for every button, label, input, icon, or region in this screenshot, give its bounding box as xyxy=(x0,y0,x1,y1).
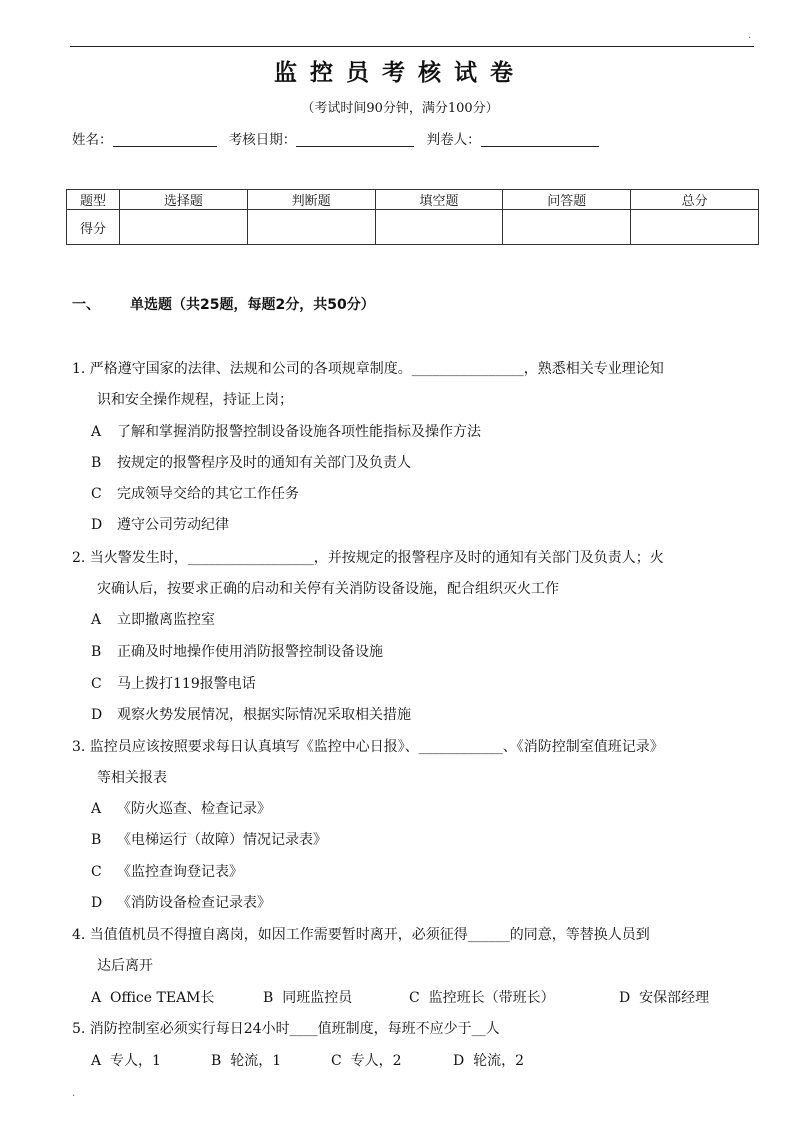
info-line xyxy=(72,128,607,148)
header-cell-fill: 填空题 xyxy=(375,190,503,210)
score-cell-total[interactable] xyxy=(631,210,759,245)
date-label: 考核日期： xyxy=(228,132,297,148)
question-1-option-a[interactable]: A 了解和掌握消防报警控制设备设施各项性能指标及操作方法 xyxy=(91,424,481,440)
question-4-option-a[interactable]: A Office TEAM长 xyxy=(91,990,215,1006)
question-5-option-b[interactable]: B 轮流，1 xyxy=(211,1053,282,1069)
question-4-option-d[interactable]: D 安保部经理 xyxy=(619,990,710,1006)
question-2-line-2: 灾确认后，按要求正确的启动和关停有关消防设备设施，配合组织灭火工作 xyxy=(97,581,559,597)
exam-subtitle: （考试时间90分钟，满分100分） xyxy=(301,101,499,116)
question-4-option-c[interactable]: C 监控班长（带班长） xyxy=(409,990,555,1006)
grader-field[interactable] xyxy=(481,132,599,147)
header-cell-total: 总分 xyxy=(631,190,759,210)
date-field[interactable] xyxy=(296,132,414,147)
question-1-option-c[interactable]: C 完成领导交给的其它工作任务 xyxy=(91,486,299,502)
question-4-options xyxy=(91,987,709,1007)
name-field[interactable] xyxy=(113,132,217,147)
corner-dot-top: . xyxy=(748,30,752,41)
header-cell-type: 题型 xyxy=(67,190,120,210)
question-3-line-2: 等相关报表 xyxy=(97,770,167,786)
score-cell-fill[interactable] xyxy=(375,210,503,245)
question-5-line-1: 5. 消防控制室必须实行每日24小时____值班制度，每班不应少于__人 xyxy=(72,1021,500,1037)
question-3-option-d[interactable]: D 《消防设备检查记录表》 xyxy=(91,895,271,911)
section-heading xyxy=(72,294,375,314)
section-number: 一、 xyxy=(72,297,100,313)
question-3-option-b[interactable]: B 《电梯运行（故障）情况记录表》 xyxy=(91,832,327,848)
name-label: 姓名： xyxy=(72,132,113,148)
corner-dot-bottom: . xyxy=(72,1088,76,1099)
header-cell-qa: 问答题 xyxy=(503,190,631,210)
header-cell-choice: 选择题 xyxy=(119,190,247,210)
score-cell-qa[interactable] xyxy=(503,210,631,245)
question-2-option-a[interactable]: A 立即撤离监控室 xyxy=(91,612,215,628)
question-1-line-2: 识和安全操作规程，持证上岗； xyxy=(97,392,293,408)
score-cell-choice[interactable] xyxy=(119,210,247,245)
question-3-option-a[interactable]: A 《防火巡查、检查记录》 xyxy=(91,801,271,817)
exam-title: 监控员考核试卷 xyxy=(274,60,526,86)
header-cell-judge: 判断题 xyxy=(247,190,375,210)
score-table-score-row xyxy=(67,210,759,245)
grader-label: 判卷人： xyxy=(426,132,481,148)
question-2-option-b[interactable]: B 正确及时地操作使用消防报警控制设备设施 xyxy=(91,644,383,660)
score-table-header-row xyxy=(67,190,759,210)
score-row-label: 得分 xyxy=(67,210,120,245)
question-5-option-a[interactable]: A 专人，1 xyxy=(91,1053,161,1069)
question-3-option-c[interactable]: C 《监控查询登记表》 xyxy=(91,864,243,880)
question-3-line-1: 3. 监控员应该按照要求每日认真填写《监控中心日报》、____________、《消防控制室值班记录》 xyxy=(72,739,664,755)
question-1-option-b[interactable]: B 按规定的报警程序及时的通知有关部门及负责人 xyxy=(91,455,411,471)
section-title: 单选题（共25题，每题2分，共50分） xyxy=(130,297,375,313)
score-cell-judge[interactable] xyxy=(247,210,375,245)
question-4-line-1: 4. 当值值机员不得擅自离岗，如因工作需要暂时离开，必须征得______的同意，等替换人员到 xyxy=(72,927,650,943)
header-rule xyxy=(70,46,754,47)
question-5-option-c[interactable]: C 专人，2 xyxy=(331,1053,402,1069)
question-1-option-d[interactable]: D 遵守公司劳动纪律 xyxy=(91,517,229,533)
question-1-line-1: 1. 严格遵守国家的法律、法规和公司的各项规章制度。________________，熟悉相关专业理论知 xyxy=(72,361,664,377)
question-5-option-d[interactable]: D 轮流，2 xyxy=(453,1053,525,1069)
question-4-line-2: 达后离开 xyxy=(97,958,153,974)
question-2-option-c[interactable]: C 马上拨打119报警电话 xyxy=(91,676,256,692)
question-4-option-b[interactable]: B 同班监控员 xyxy=(263,990,353,1006)
score-table xyxy=(66,189,759,245)
question-2-option-d[interactable]: D 观察火势发展情况，根据实际情况采取相关措施 xyxy=(91,707,411,723)
question-5-options xyxy=(91,1050,524,1070)
question-2-line-1: 2. 当火警发生时，__________________，并按规定的报警程序及时的通知有关部门及负责人；火 xyxy=(72,550,664,566)
